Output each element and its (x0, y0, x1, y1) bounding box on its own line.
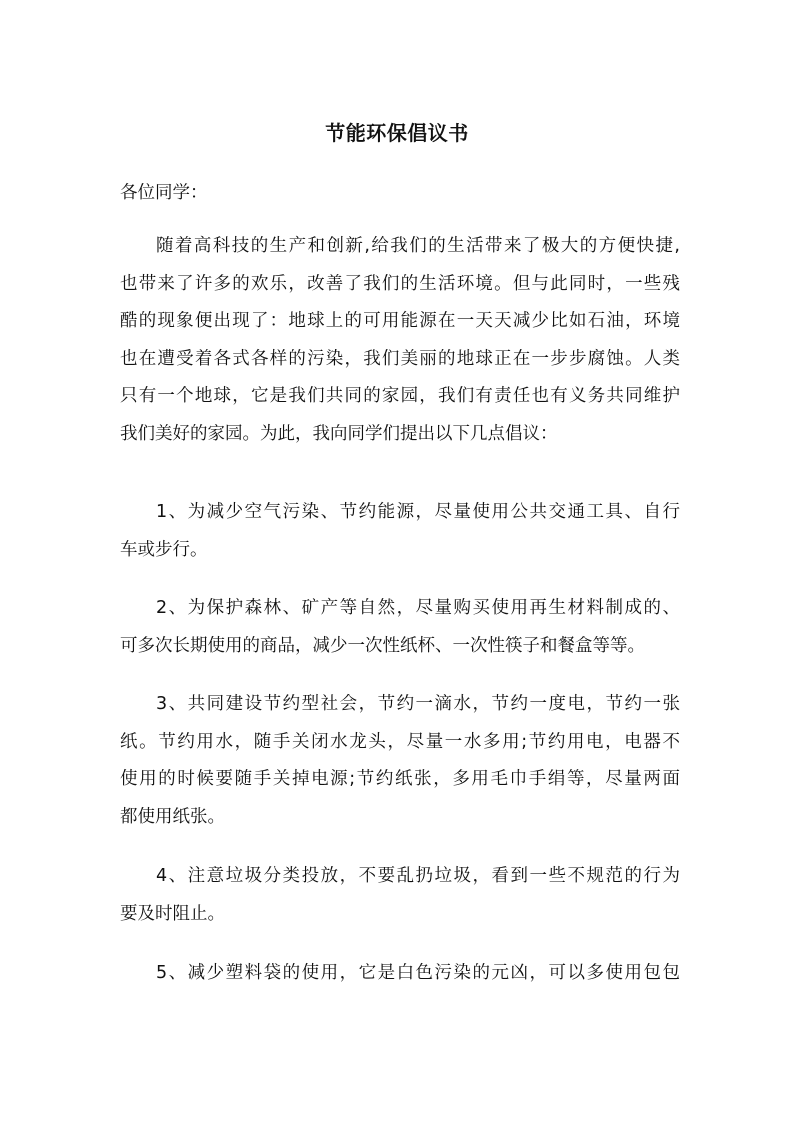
paragraph-line: 酷的现象便出现了：地球上的可用能源在一天天减少比如石油，环境 (120, 311, 680, 332)
paragraph-line: 3、共同建设节约型社会，节约一滴水，节约一度电，节约一张 (156, 694, 680, 714)
paragraph-line: 我们美好的家园。为此，我向同学们提出以下几点倡议： (120, 423, 558, 444)
paragraph-line: 要及时阻止。 (120, 903, 225, 924)
paragraph-line: 可多次长期使用的商品，减少一次性纸杯、一次性筷子和餐盒等等。 (120, 635, 645, 656)
paragraph-line: 使用的时候要随手关掉电源;节约纸张，多用毛巾手绢等，尽量两面 (120, 769, 680, 790)
paragraph-intro (120, 228, 680, 454)
proposal-item-3 (120, 686, 680, 836)
proposal-item-1 (120, 494, 680, 569)
paragraph-line: 随着高科技的生产和创新,给我们的生活带来了极大的方便快捷, (156, 236, 680, 256)
paragraph-line: 车或步行。 (120, 539, 208, 560)
proposal-item-4 (120, 858, 680, 933)
paragraph-line: 4、注意垃圾分类投放，不要乱扔垃圾，看到一些不规范的行为 (156, 866, 680, 886)
paragraph-line: 也带来了许多的欢乐，改善了我们的生活环境。但与此同时，一些残 (120, 273, 680, 294)
salutation: 各位同学： (120, 183, 208, 203)
paragraph-line: 2、为保护森林、矿产等自然，尽量购买使用再生材料制成的、 (156, 598, 680, 618)
proposal-item-2 (120, 590, 680, 665)
paragraph-line: 5、减少塑料袋的使用，它是白色污染的元凶，可以多使用包包 (156, 963, 680, 983)
paragraph-line: 也在遭受着各式各样的污染，我们美丽的地球正在一步步腐蚀。人类 (120, 348, 680, 369)
document-title: 节能环保倡议书 (325, 121, 469, 145)
paragraph-line: 都使用纸张。 (120, 806, 225, 827)
paragraph-line: 纸。节约用水，随手关闭水龙头，尽量一水多用;节约用电，电器不 (120, 731, 680, 752)
paragraph-line: 1、为减少空气污染、节约能源，尽量使用公共交通工具、自行 (156, 502, 680, 522)
paragraph-line: 只有一个地球，它是我们共同的家园，我们有责任也有义务共同维护 (120, 386, 680, 407)
proposal-item-5 (120, 955, 680, 993)
